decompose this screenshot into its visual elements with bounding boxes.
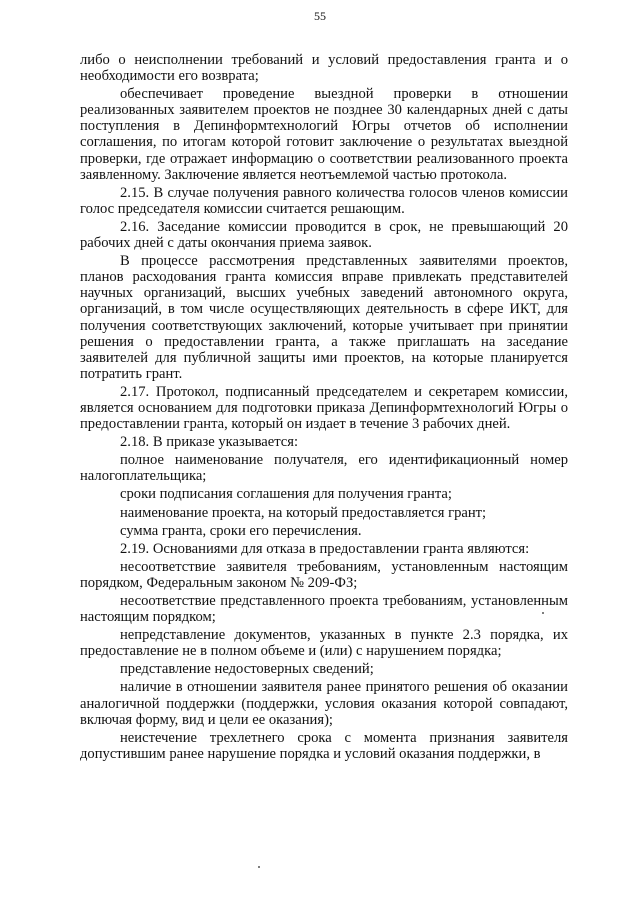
paragraph: неистечение трехлетнего срока с момента признания заявителя допустившим ранее нарушение порядка и условий оказания поддержки, в (80, 729, 568, 762)
paragraph: наличие в отношении заявителя ранее принятого решения об оказании аналогичной поддержки (поддержки, условия оказания которой совпадают, включая форму, вид и цели ее оказания); (80, 679, 568, 728)
paragraph: либо о неисполнении требований и условий предоставления гранта и о необходимости его возврата; (80, 52, 568, 85)
document-body (80, 52, 568, 764)
page-number: 55 (314, 9, 326, 23)
scan-speck (542, 612, 544, 614)
paragraph: обеспечивает проведение выездной проверки в отношении реализованных заявителем проектов не позднее 30 календарных дней с даты поступления в Депинформтехнологий Югры отчетов об исполнении соглашения, по итогам которой готовит заключение о результатах выездной проверки, где отражает информацию о соответствии реализованного проекта заявленному. Заключение является неотъемлемой частью протокола. (80, 86, 568, 183)
paragraph: несоответствие представленного проекта требованиям, установленным настоящим порядком; (80, 593, 568, 626)
paragraph: наименование проекта, на который предоставляется грант; (120, 504, 487, 521)
paragraph: полное наименование получателя, его идентификационный номер налогоплательщика; (80, 452, 568, 485)
paragraph: 2.15. В случае получения равного количества голосов членов комиссии голос председателя комиссии считается решающим. (80, 184, 568, 217)
paragraph: сроки подписания соглашения для получения гранта; (120, 486, 452, 503)
scan-speck (258, 866, 260, 868)
paragraph: представление недостоверных сведений; (120, 661, 374, 678)
paragraph: сумма гранта, сроки его перечисления. (120, 522, 362, 539)
paragraph: 2.16. Заседание комиссии проводится в срок, не превышающий 20 рабочих дней с даты окончания приема заявок. (80, 218, 568, 252)
paragraph: несоответствие заявителя требованиям, установленным настоящим порядком, Федеральным законом № 209-ФЗ; (80, 558, 568, 591)
paragraph: непредставление документов, указанных в пункте 2.3 порядка, их предоставление не в полном объеме и (или) с нарушением порядка; (80, 627, 568, 660)
paragraph: 2.18. В приказе указывается: (120, 434, 299, 451)
paragraph: 2.17. Протокол, подписанный председателем и секретарем комиссии, является основанием для подготовки приказа Депинформтехнологий Югры о предоставлении гранта, который он издает в течение 3 рабочих дней. (80, 383, 568, 433)
paragraph: В процессе рассмотрения представленных заявителями проектов, планов расходования гранта комиссия вправе привлекать представителей научных организаций, высших учебных заведений автономного округа, организаций, в том числе осуществляющих деятельность в сфере ИКТ, для получения соответствующих заключений, которые учитывает при принятии решения о предоставлении гранта, а также приглашать на заседание заявителей для публичной защиты ими проектов, на которые планируется потратить грант. (80, 253, 568, 382)
paragraph: 2.19. Основаниями для отказа в предоставлении гранта являются: (120, 540, 530, 557)
